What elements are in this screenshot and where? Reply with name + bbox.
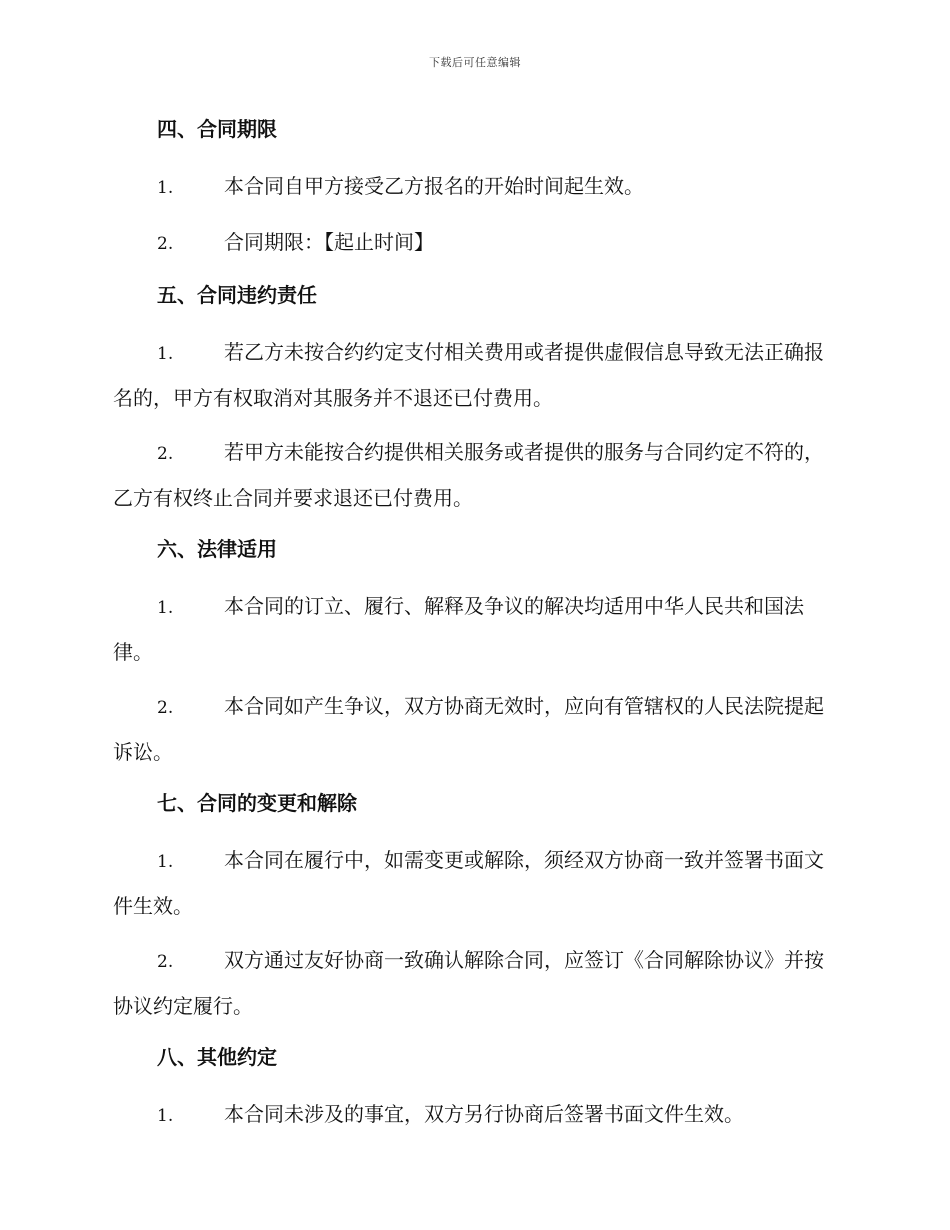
clause-term-1 (113, 164, 833, 210)
clause-law-2 (113, 684, 833, 774)
clause-text: 本合同在履行中，如需变更或解除，须经双方协商一致并签署书面文件生效。 (113, 848, 824, 918)
clause-number: 2. (157, 234, 174, 254)
clause-text: 本合同未涉及的事宜，双方另行协商后签署书面文件生效。 (224, 1102, 744, 1126)
clause-law-1 (113, 584, 833, 674)
clause-text: 本合同如产生争议，双方协商无效时，应向有管辖权的人民法院提起诉讼。 (113, 694, 824, 764)
clause-text: 合同期限：【起止时间】 (224, 230, 434, 254)
clause-amendment-2 (113, 938, 833, 1028)
clause-amendment-1 (113, 838, 833, 928)
clause-number: 2. (157, 698, 174, 718)
clause-text: 若甲方未能按合约提供相关服务或者提供的服务与合同约定不符的，乙方有权终止合同并要求退还已付费用。 (113, 440, 824, 510)
clause-text: 若乙方未按合约约定支付相关费用或者提供虚假信息导致无法正确报名的，甲方有权取消对其服务并不退还已付费用。 (113, 340, 824, 410)
clause-number: 2. (157, 444, 174, 464)
clause-number: 1. (157, 598, 174, 618)
clause-number: 1. (157, 344, 174, 364)
section-heading-law: 六、法律适用 (157, 537, 277, 561)
clause-number: 1. (157, 178, 174, 198)
section-heading-other: 八、其他约定 (157, 1045, 277, 1069)
clause-number: 1. (157, 1106, 174, 1126)
clause-text: 本合同的订立、履行、解释及争议的解决均适用中华人民共和国法律。 (113, 594, 804, 664)
clause-text: 本合同自甲方接受乙方报名的开始时间起生效。 (224, 174, 644, 198)
section-heading-liability: 五、合同违约责任 (157, 283, 317, 307)
clause-liability-1 (113, 330, 833, 420)
clause-text: 双方通过友好协商一致确认解除合同，应签订《合同解除协议》并按协议约定履行。 (113, 948, 824, 1018)
section-heading-term: 四、合同期限 (157, 117, 277, 141)
section-heading-amendment: 七、合同的变更和解除 (157, 791, 357, 815)
clause-liability-2 (113, 430, 833, 520)
page-header: 下载后可任意编辑 (429, 56, 521, 69)
clause-number: 1. (157, 852, 174, 872)
clause-term-2 (113, 220, 833, 266)
clause-other-1 (113, 1092, 833, 1138)
document-body (113, 110, 833, 1148)
clause-number: 2. (157, 952, 174, 972)
